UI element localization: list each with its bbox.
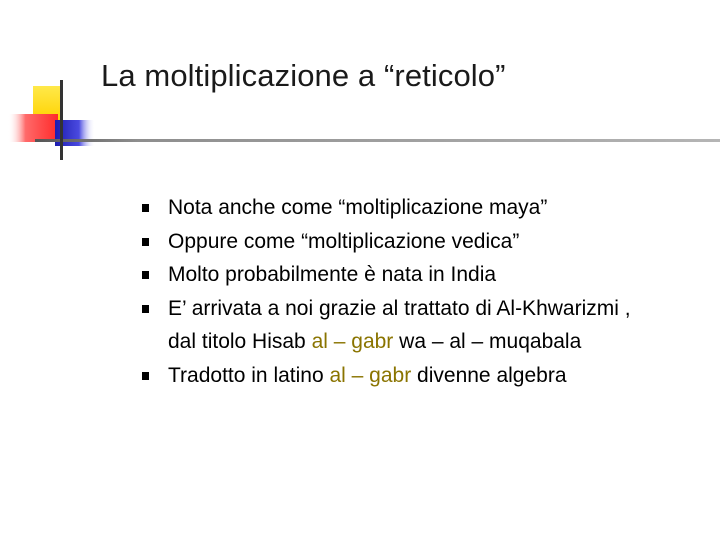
bullet-item <box>140 359 710 393</box>
square-bullet-icon <box>142 271 149 279</box>
bullet-text: Nota anche come “moltiplicazione maya” <box>168 196 548 219</box>
square-bullet-icon <box>142 204 149 212</box>
square-bullet-icon <box>142 372 149 380</box>
square-bullet-icon <box>142 305 149 313</box>
slide-title: La moltiplicazione a “reticolo” <box>101 58 506 93</box>
bullet-text-plain: dal titolo Hisab <box>168 330 312 353</box>
bullet-list <box>140 191 710 392</box>
bullet-text: Oppure come “moltiplicazione vedica” <box>168 229 520 253</box>
horizontal-rule <box>35 139 720 142</box>
bullet-text-accent: al – gabr <box>329 363 412 387</box>
square-bullet-icon <box>142 238 149 246</box>
bullet-text-accent: al – gabr <box>311 330 394 353</box>
bullet-item <box>140 258 710 292</box>
title-decoration <box>0 0 720 200</box>
bullet-text-line1: E’ arrivata a noi grazie al trattato di Al-Khwarizmi , <box>168 296 631 320</box>
vertical-rule <box>60 80 63 160</box>
bullet-text-plain: wa – al – muqabala <box>393 330 582 353</box>
bullet-text-line2 <box>168 330 581 353</box>
bullet-item <box>140 292 710 359</box>
bullet-text-plain: Tradotto in latino <box>168 363 330 387</box>
bullet-text-plain: divenne algebra <box>411 363 567 387</box>
bullet-item <box>140 191 710 225</box>
bullet-item <box>140 225 710 259</box>
bullet-text: Molto probabilmente è nata in India <box>168 263 497 286</box>
red-bar <box>8 114 58 142</box>
